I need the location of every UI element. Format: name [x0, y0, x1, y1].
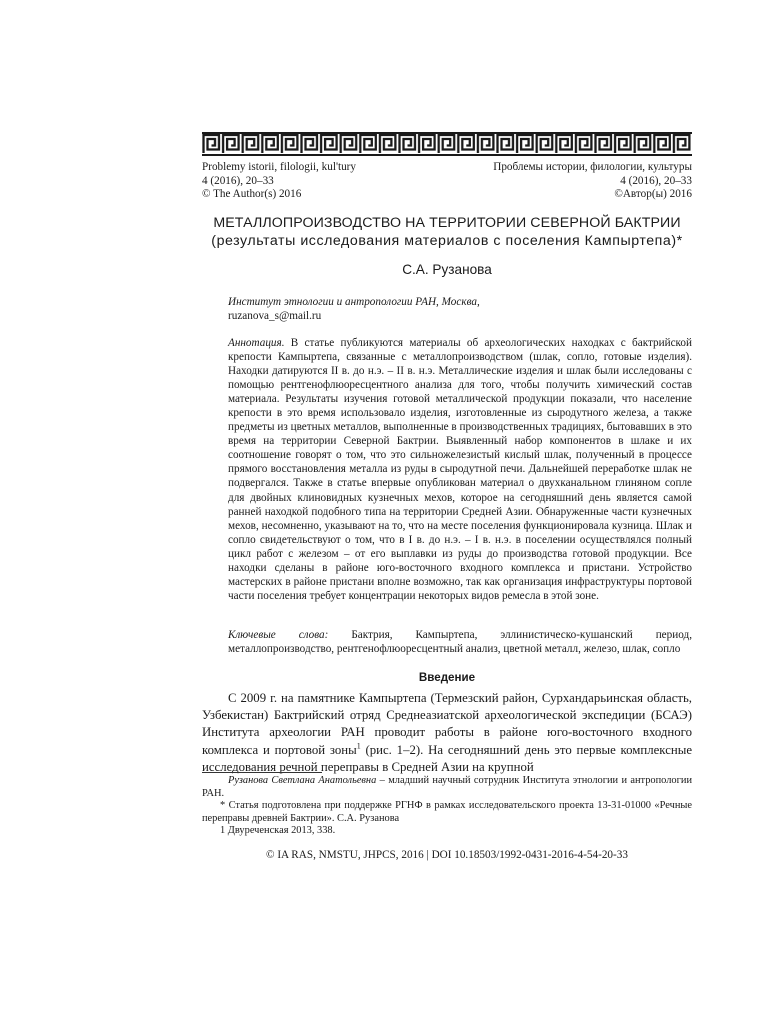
author-name: С.А. Рузанова: [402, 262, 492, 277]
article-title: [202, 214, 692, 250]
footnote-author-text: – младший научный сотрудник Института этнологии и антропологии РАН.: [202, 775, 693, 799]
footnote-author-name: Рузанова Светлана Анатольевна: [228, 775, 377, 786]
footnote-1: 1 Двуреченская 2013, 338.: [220, 825, 336, 836]
copyright-latin: © The Author(s) 2016: [202, 188, 302, 201]
abstract-text: В статье публикуются материалы об археологических находках с бактрийской крепости Кампыртепа, связанные с металлопроизводством (шлак, сопло, готовые изделия). Находки датируются II в. до н.э. – II в. н.э. Металлические изделия и шлак были исследованы с помощью рентгенофлюоресцентного анализа для того, чтобы получить химический состав материала. Результаты изучения готовой металлической продукции показали, что население крепости в это время использовало изделия, изготовленные из сыродутного железа, а также предметы из цветных металлов, выполненные в производственных традициях, бытовавших в это время на территории Северной Бактрии. Выявленный набор компонентов в шлаке и их соотношение говорят о том, что это сильножелезистый кислый шлак, полученный в процессе прямого восстановления металла из руды в сыродутной печи. Дальнейшей переработке шлак не подвергался. Также в статье впервые опубликован материал о двухканальном глиняном сопле для двойных клиновидных кузнечных мехов, которое на сегодняшний день является самой ранней находкой подобного типа на территории Средней Азии. Обнаруженные части кузнечных мехов, несомненно, указывают на то, что на месте поселения функционировала кузница. Шлак и сопло свидетельствуют о том, что в I в. до н.э. – I в. н.э. в поселении осуществлялся полный цикл работ с железом – от его выплавки из руды до производства готовой продукции. Все находки сделаны в районе юго-восточного входного комплекса и пристани. Устройство мастерских в районе пристани вполне возможно, так как организация инфраструктуры портовой части поселения требует концентрации некоторых видов ремесла в этой зоне.: [228, 337, 692, 602]
copyright-cyrillic: ©Автор(ы) 2016: [614, 188, 692, 201]
intro-text-before: С 2009 г. на памятнике Кампыртепа (Термезский район, Сурхандарьинская область, Узбекистан) Бактрийский отряд Среднеазиатской археологической экспедиции (БСАЭ) Института археологии РАН проводит работы в районе юго-восточного входного комплекса и портовой зоны: [202, 691, 692, 757]
section-heading-introduction: Введение: [418, 671, 476, 684]
keywords-text: Бактрия, Кампыртепа, эллинистическо-кушанский период, металлопроизводство, рентгенофлюоресцентный анализ, цветной металл, железо, шлак, сопло: [228, 629, 692, 656]
footnote-author: [202, 775, 692, 800]
issue-info-cyrillic: 4 (2016), 20–33: [620, 174, 692, 187]
footnote-grant: * Статья подготовлена при поддержке РГНФ в рамках исследовательского проекта 13-31-01000 «Речные переправы древней Бактрии». С.А. Рузанова: [202, 800, 692, 824]
keywords: [228, 628, 692, 656]
abstract: [228, 336, 692, 603]
greek-key-border: [202, 132, 692, 156]
journal-header-cyrillic: [392, 161, 692, 202]
footnote-divider: [202, 772, 322, 773]
journal-name-latin: Problemy istorii, filologii, kul'tury: [202, 161, 356, 173]
author-email[interactable]: ruzanova_s@mail.ru: [228, 310, 322, 322]
keywords-label: Ключевые слова:: [228, 629, 329, 641]
abstract-label: Аннотация.: [228, 337, 285, 349]
journal-name-cyrillic: Проблемы истории, филологии, культуры: [493, 161, 692, 173]
affiliation: Институт этнологии и антропологии РАН, Москва,: [228, 296, 480, 308]
issue-info-latin: 4 (2016), 20–33: [202, 174, 274, 187]
footnote-ref-1[interactable]: 1: [356, 741, 361, 751]
title-subtitle: (результаты исследования материалов с поселения Кампыртепа)*: [211, 233, 683, 249]
affiliation-block: [228, 295, 480, 323]
intro-text-after: (рис. 1–2). На сегодняшний день это первые комплексные исследования речной переправы в Средней Азии на крупной: [202, 742, 692, 774]
title-main: МЕТАЛЛОПРОИЗВОДСТВО НА ТЕРРИТОРИИ СЕВЕРНОЙ БАКТРИИ: [213, 215, 681, 231]
introduction-paragraph: [202, 690, 692, 776]
page-footer-doi: © IA RAS, NMSTU, JHPCS, 2016 | DOI 10.18503/1992-0431-2016-4-54-20-33: [266, 849, 628, 861]
